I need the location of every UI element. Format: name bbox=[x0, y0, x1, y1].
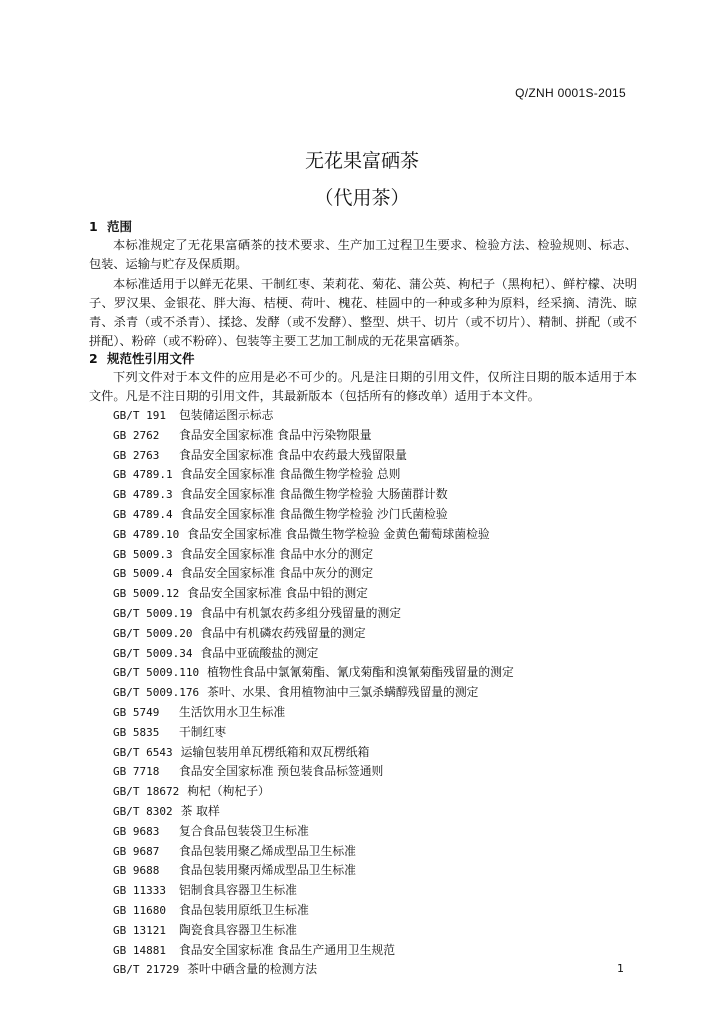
section-number: 2 bbox=[89, 351, 98, 366]
reference-item bbox=[113, 901, 514, 921]
reference-item bbox=[113, 446, 514, 466]
reference-code: GB/T 5009.20 bbox=[113, 626, 193, 640]
reference-item bbox=[113, 584, 514, 604]
reference-code: GB/T 21729 bbox=[113, 963, 180, 977]
reference-item bbox=[113, 921, 514, 941]
reference-title: 复合食品包装袋卫生标准 bbox=[179, 823, 309, 838]
reference-item bbox=[113, 703, 514, 723]
reference-title: 食品安全国家标准 食品中铅的测定 bbox=[187, 586, 368, 601]
reference-list bbox=[113, 406, 514, 980]
document-code: Q/ZNH 0001S-2015 bbox=[515, 86, 626, 100]
reference-title: 食品安全国家标准 食品微生物学检验 金黄色葡萄球菌检验 bbox=[187, 526, 490, 541]
reference-code: GB 2762 bbox=[113, 428, 160, 442]
reference-item bbox=[113, 802, 514, 822]
section-number: 1 bbox=[89, 219, 98, 234]
reference-title: 包装储运图示标志 bbox=[179, 408, 274, 422]
reference-title: 食品包装用聚丙烯成型品卫生标准 bbox=[179, 863, 356, 878]
reference-item bbox=[113, 505, 514, 525]
reference-code: GB 13121 bbox=[113, 923, 166, 937]
reference-code: GB 5749 bbox=[113, 705, 160, 719]
reference-code: GB 5009.4 bbox=[113, 567, 173, 581]
section-title: 范围 bbox=[107, 219, 133, 234]
reference-code: GB/T 8302 bbox=[113, 804, 173, 818]
reference-title: 食品包装用原纸卫生标准 bbox=[179, 902, 309, 917]
reference-item bbox=[113, 842, 514, 862]
reference-item bbox=[113, 822, 514, 842]
reference-item bbox=[113, 663, 514, 683]
reference-code: GB 5009.3 bbox=[113, 547, 173, 561]
reference-code: GB 5835 bbox=[113, 725, 160, 739]
paragraph: 本标准规定了无花果富硒茶的技术要求、生产加工过程卫生要求、检验方法、检验规则、标志、包装、运输与贮存及保质期。 bbox=[89, 238, 637, 272]
reference-item bbox=[113, 723, 514, 743]
reference-code: GB/T 5009.19 bbox=[113, 606, 193, 620]
reference-item bbox=[113, 525, 514, 545]
reference-title: 食品中亚硫酸盐的测定 bbox=[200, 645, 319, 660]
reference-code: GB 9683 bbox=[113, 824, 160, 838]
reference-title: 茶叶中硒含量的检测方法 bbox=[187, 962, 318, 977]
section-1-heading bbox=[89, 217, 132, 235]
reference-item bbox=[113, 861, 514, 881]
reference-item bbox=[113, 881, 514, 901]
reference-item bbox=[113, 683, 514, 703]
reference-title: 食品安全国家标准 食品微生物学检验 总则 bbox=[180, 467, 401, 482]
document-title: 无花果富硒茶 bbox=[304, 150, 419, 172]
reference-code: GB 7718 bbox=[113, 765, 160, 779]
reference-code: GB 9687 bbox=[113, 844, 160, 858]
reference-title: 食品安全国家标准 食品中水分的测定 bbox=[180, 546, 374, 561]
reference-title: 食品安全国家标准 食品中污染物限量 bbox=[179, 427, 372, 442]
reference-title: 食品安全国家标准 食品微生物学检验 大肠菌群计数 bbox=[180, 487, 448, 502]
reference-item bbox=[113, 644, 514, 664]
section-title: 规范性引用文件 bbox=[107, 351, 195, 366]
section-2-body bbox=[89, 368, 637, 407]
reference-code: GB 4789.10 bbox=[113, 527, 180, 541]
reference-title: 食品中有机磷农药残留量的测定 bbox=[200, 625, 366, 640]
reference-item bbox=[113, 743, 514, 763]
reference-code: GB 11680 bbox=[113, 903, 166, 917]
reference-item bbox=[113, 604, 514, 624]
reference-title: 干制红枣 bbox=[179, 724, 227, 739]
reference-item bbox=[113, 782, 514, 802]
reference-title: 运输包装用单瓦楞纸箱和双瓦楞纸箱 bbox=[180, 744, 370, 759]
reference-title: 食品安全国家标准 食品生产通用卫生规范 bbox=[179, 942, 396, 957]
reference-item bbox=[113, 564, 514, 584]
reference-title: 食品安全国家标准 预包装食品标签通则 bbox=[179, 764, 384, 779]
reference-title: 铝制食具容器卫生标准 bbox=[179, 883, 297, 898]
reference-item bbox=[113, 762, 514, 782]
reference-title: 茶 取样 bbox=[180, 803, 220, 818]
paragraph: 下列文件对于本文件的应用是必不可少的。凡是注日期的引用文件，仅所注日期的版本适用于本文件。凡是不注日期的引用文件，其最新版本（包括所有的修改单）适用于本文件。 bbox=[89, 370, 637, 404]
reference-title: 食品包装用聚乙烯成型品卫生标准 bbox=[179, 843, 356, 858]
reference-item bbox=[113, 941, 514, 961]
reference-title: 陶瓷食具容器卫生标准 bbox=[179, 922, 297, 937]
reference-code: GB/T 18672 bbox=[113, 785, 180, 799]
reference-title: 茶叶、水果、食用植物油中三氯杀螨醇残留量的测定 bbox=[207, 685, 479, 700]
reference-code: GB/T 191 bbox=[113, 409, 166, 422]
reference-title: 生活饮用水卫生标准 bbox=[179, 704, 286, 719]
reference-code: GB/T 5009.110 bbox=[113, 666, 200, 680]
reference-title: 食品中有机氯农药多组分残留量的测定 bbox=[200, 605, 402, 620]
reference-code: GB 5009.12 bbox=[113, 587, 180, 601]
reference-title: 食品安全国家标准 食品中农药最大残留限量 bbox=[179, 447, 407, 462]
reference-item bbox=[113, 465, 514, 485]
reference-item bbox=[113, 426, 514, 446]
reference-code: GB 4789.1 bbox=[113, 468, 173, 482]
reference-code: GB 14881 bbox=[113, 943, 166, 957]
page-number: 1 bbox=[617, 962, 624, 975]
reference-code: GB/T 5009.176 bbox=[113, 686, 200, 700]
section-1-body bbox=[89, 236, 637, 352]
reference-code: GB 4789.3 bbox=[113, 488, 173, 502]
reference-item bbox=[113, 960, 514, 980]
reference-code: GB 2763 bbox=[113, 448, 160, 462]
reference-title: 植物性食品中氯氰菊酯、氰戊菊酯和溴氰菊酯残留量的测定 bbox=[207, 665, 514, 680]
paragraph: 本标准适用于以鲜无花果、干制红枣、茉莉花、菊花、蒲公英、枸杞子（黑枸杞）、鲜柠檬、决明子、罗汉果、金银花、胖大海、桔梗、荷叶、槐花、桂圆中的一种或多种为原料，经采摘、清洗、晾青、杀青（或不杀青）、揉捻、发酵（或不发酵）、整型、烘干、切片（或不切片）、精制、拼配（或不拼配）、粉碎（或不粉碎）、包装等主要工艺加工制成的无花果富硒茶。 bbox=[89, 276, 637, 349]
reference-item bbox=[113, 545, 514, 565]
reference-code: GB/T 5009.34 bbox=[113, 646, 193, 660]
reference-item bbox=[113, 406, 514, 426]
reference-code: GB/T 6543 bbox=[113, 745, 173, 759]
reference-item bbox=[113, 624, 514, 644]
reference-code: GB 4789.4 bbox=[113, 507, 173, 521]
reference-title: 食品安全国家标准 食品微生物学检验 沙门氏菌检验 bbox=[180, 506, 448, 521]
reference-code: GB 11333 bbox=[113, 884, 166, 898]
reference-code: GB 9688 bbox=[113, 864, 160, 878]
section-2-heading bbox=[89, 349, 195, 367]
reference-title: 食品安全国家标准 食品中灰分的测定 bbox=[180, 566, 374, 581]
document-subtitle: （代用茶） bbox=[314, 187, 410, 209]
reference-item bbox=[113, 485, 514, 505]
reference-title: 枸杞（枸杞子） bbox=[187, 784, 270, 799]
